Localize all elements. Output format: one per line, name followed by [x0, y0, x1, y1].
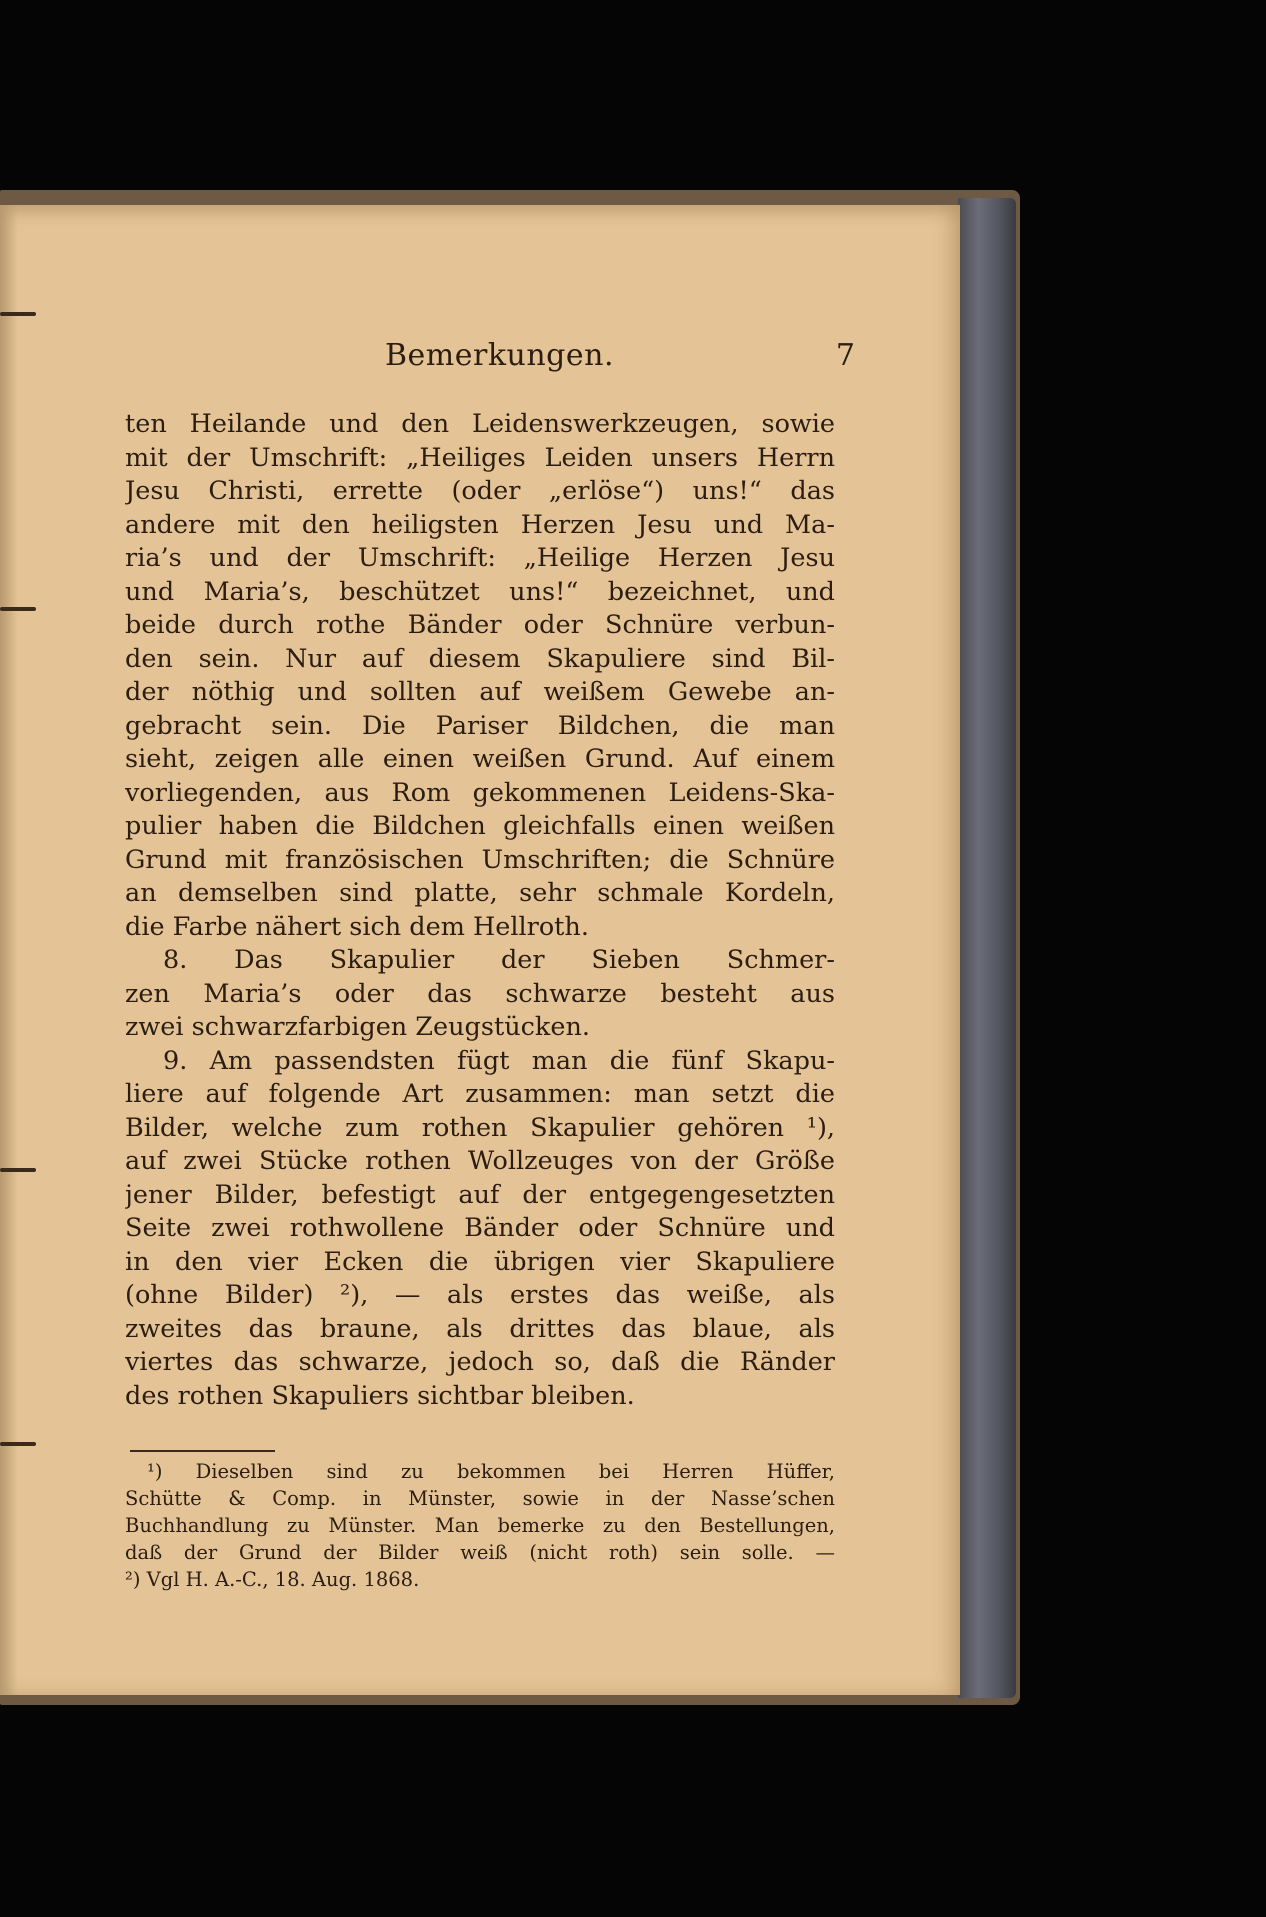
text-line: ten Heilande und den Leidenswerkzeugen, sowie — [125, 409, 835, 439]
binding-stitch — [0, 607, 36, 611]
body-text — [125, 408, 835, 1428]
text-line: vorliegenden, aus Rom gekommenen Leidens-Ska- — [125, 777, 835, 808]
binding-stitch — [0, 1442, 36, 1446]
text-line: andere mit den heiligsten Herzen Jesu und Ma- — [125, 509, 835, 540]
footnote-line: Buchhandlung zu Münster. Man bemerke zu den Bestellungen, — [125, 1514, 835, 1537]
text-line: liere auf folgende Art zusammen: man setzt die — [125, 1079, 835, 1109]
text-line: an demselben sind platte, sehr schmale Kordeln, — [125, 878, 835, 908]
footnote-rule — [130, 1450, 275, 1452]
text-line: den sein. Nur auf diesem Skapuliere sind Bil- — [125, 643, 835, 674]
section-8-start: 8. Das Skapulier der Sieben Schmer- — [163, 945, 835, 975]
text-line: (ohne Bilder) ²), — als erstes das weiße, als — [125, 1280, 835, 1310]
text-line: zweites das braune, als drittes das blaue, als — [125, 1313, 835, 1344]
footnotes — [125, 1458, 835, 1598]
page-number: 7 — [835, 338, 855, 373]
text-line: jener Bilder, befestigt auf der entgegengesetzten — [125, 1179, 835, 1210]
text-line: auf zwei Stücke rothen Wollzeuges von der Größe — [125, 1146, 835, 1176]
text-line: des rothen Skapuliers sichtbar bleiben. — [125, 1380, 635, 1411]
section-9-start: 9. Am passendsten fügt man die fünf Skapu- — [163, 1045, 835, 1076]
text-line: beide durch rothe Bänder oder Schnüre verbun- — [125, 610, 835, 640]
text-line: Grund mit französischen Umschriften; die Schnüre — [125, 844, 835, 875]
footnote-line: ¹) Dieselben sind zu bekommen bei Herren Hüffer, — [147, 1460, 835, 1483]
footnote-line: ²) Vgl H. A.-C., 18. Aug. 1868. — [125, 1568, 420, 1591]
text-line: in den vier Ecken die übrigen vier Skapuliere — [125, 1246, 835, 1277]
text-line: Seite zwei rothwollene Bänder oder Schnüre und — [125, 1213, 835, 1243]
text-line: der nöthig und sollten auf weißem Gewebe an- — [125, 677, 835, 707]
text-line: zwei schwarzfarbigen Zeugstücken. — [125, 1012, 590, 1042]
binding-stitch — [0, 312, 36, 316]
text-line: pulier haben die Bildchen gleichfalls einen weißen — [125, 811, 835, 841]
footnote-line: Schütte & Comp. in Münster, sowie in der Nasse’schen — [125, 1487, 835, 1510]
text-line: Bilder, welche zum rothen Skapulier gehören ¹), — [125, 1112, 835, 1143]
running-head: Bemerkungen. — [385, 338, 614, 373]
text-line: viertes das schwarze, jedoch so, daß die Ränder — [125, 1347, 835, 1377]
binding-stitch — [0, 1168, 36, 1172]
text-line: sieht, zeigen alle einen weißen Grund. Auf einem — [125, 744, 835, 774]
page-gutter-shadow — [0, 205, 18, 1695]
text-line: Jesu Christi, errette (oder „erlöse“) uns!“ das — [125, 476, 835, 506]
text-line: und Maria’s, beschützet uns!“ bezeichnet, und — [125, 576, 835, 607]
text-line: ria’s und der Umschrift: „Heilige Herzen Jesu — [125, 543, 835, 573]
text-line: die Farbe nähert sich dem Hellroth. — [125, 911, 589, 942]
book-spine — [958, 198, 1016, 1698]
footnote-line: daß der Grund der Bilder weiß (nicht roth) sein solle. — — [125, 1541, 835, 1564]
text-line: mit der Umschrift: „Heiliges Leiden unsers Herrn — [125, 442, 835, 473]
text-line: zen Maria’s oder das schwarze besteht aus — [125, 978, 835, 1009]
text-line: gebracht sein. Die Pariser Bildchen, die man — [125, 710, 835, 741]
